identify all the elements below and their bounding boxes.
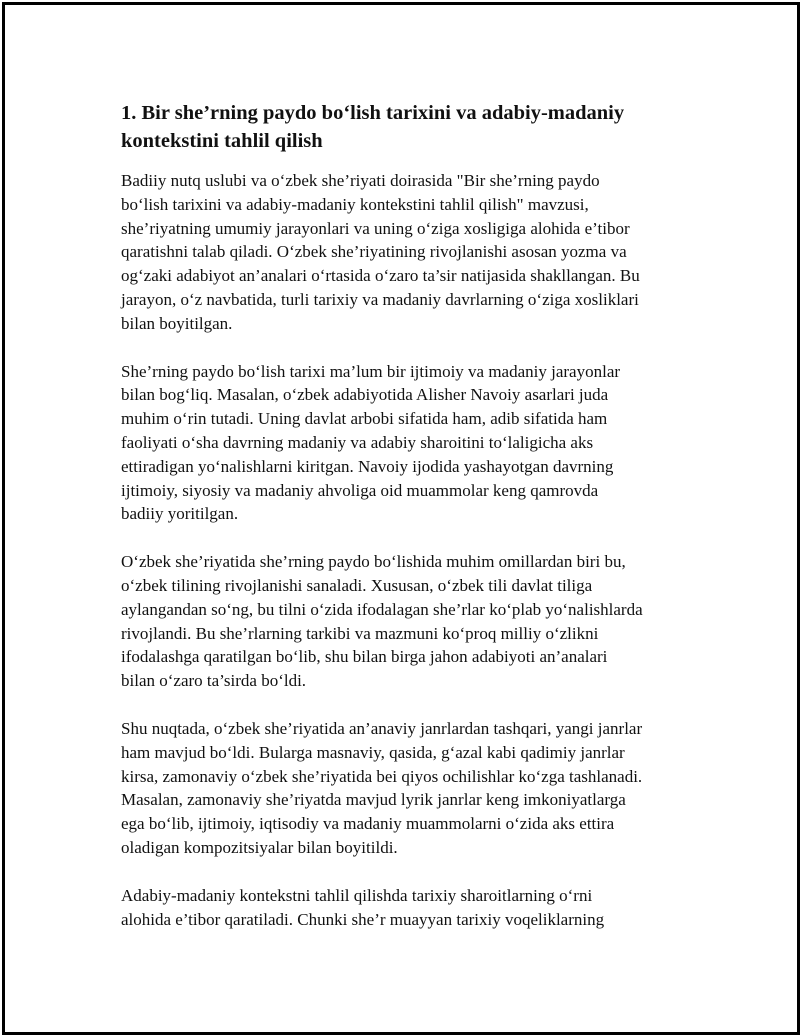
paragraph-5: Adabiy-madaniy kontekstni tahlil qilishda tarixiy sharoitlarning o‘rni alohida e’tibor qaratiladi. Chunki she’r muayyan tarixiy voqeliklarning [121, 885, 605, 929]
document-body [121, 99, 691, 955]
paragraph-1: Badiiy nutq uslubi va o‘zbek she’riyati doirasida "Bir she’rning paydo bo‘lish tarixini va adabiy-madaniy kontekstini tahlil qilish" mavzusi, she’riyatning umumiy jarayonlari va uning o‘ziga xosligiga alohida e’tibor qaratishni talab qiladi. O‘zbek she’riyatining rivojlanishi asosan yozma va og‘zaki adabiyot an’analari o‘rtasida o‘zaro ta’sir natijasida shakllangan. Bu jarayon, o‘z navbatida, turli tarixiy va madaniy davrlarning o‘ziga xosliklari bilan boyitilgan. [121, 171, 640, 333]
paragraph-3: O‘zbek she’riyatida she’rning paydo bo‘lishida muhim omillardan biri bu, o‘zbek tilining rivojlanishi sanaladi. Xususan, o‘zbek tili davlat tiliga aylangandan so‘ng, bu tilni o‘zida ifodalagan she’rlar ko‘plab yo‘nalishlarda rivojlandi. Bu she’rlarning tarkibi va mazmuni ko‘proq milliy o‘zlikni ifodalashga qaratilgan bo‘lib, shu bilan birga jahon adabiyoti an’analari bilan o‘zaro ta’sirda bo‘ldi. [121, 552, 643, 691]
section-heading: 1. Bir she’rning paydo bo‘lish tarixini va adabiy-madaniy kontekstini tahlil qilish [121, 102, 625, 152]
paragraph-4: Shu nuqtada, o‘zbek she’riyatida an’anaviy janrlardan tashqari, yangi janrlar ham mavjud bo‘ldi. Bularga masnaviy, qasida, g‘azal kabi qadimiy janrlar kirsa, zamonaviy o‘zbek she’riyatida bei qiyos ochilishlar ko‘zga tashlanadi. Masalan, zamonaviy she’riyatda mavjud lyrik janrlar keng imkoniyatlarga ega bo‘lib, ijtimoiy, iqtisodiy va madaniy muammolarni o‘zida aks ettira oladigan kompozitsiyalar bilan boyitildi. [121, 718, 643, 857]
paragraph-2: She’rning paydo bo‘lish tarixi ma’lum bir ijtimoiy va madaniy jarayonlar bilan bog‘liq. Masalan, o‘zbek adabiyotida Alisher Navoiy asarlari juda muhim o‘rin tutadi. Uning davlat arbobi sifatida ham, adib sifatida ham faoliyati o‘sha davrning madaniy va adabiy sharoitini to‘laligicha aks ettiradigan yo‘nalishlarni kiritgan. Navoiy ijodida yashayotgan davrning ijtimoiy, siyosiy va madaniy ahvoliga oid muammolar keng qamrovda badiiy yoritilgan. [121, 361, 621, 524]
page-frame [2, 2, 800, 1035]
